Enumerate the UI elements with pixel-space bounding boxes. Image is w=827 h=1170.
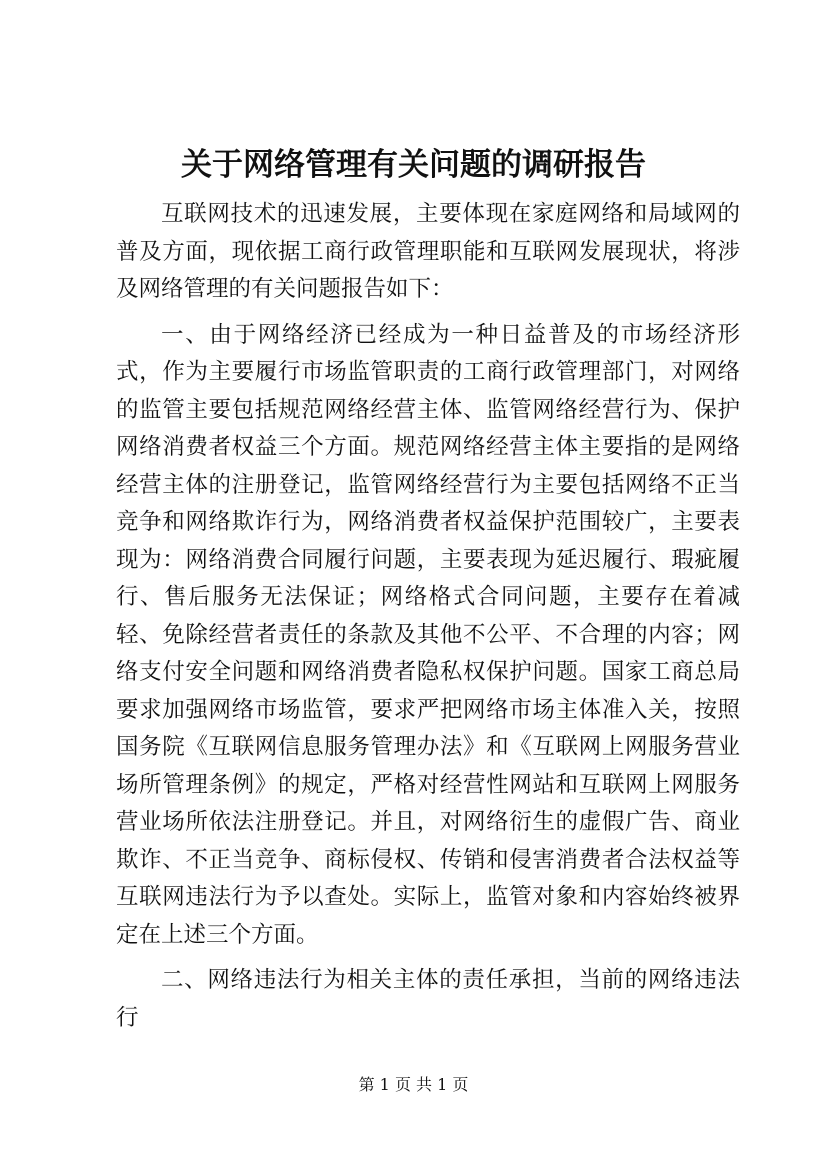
page-footer: 第 1 页 共 1 页: [358, 1075, 469, 1094]
document-title: 关于网络管理有关问题的调研报告: [181, 147, 646, 183]
document-body: [116, 196, 740, 1037]
paragraph-intro: 互联网技术的迅速发展，主要体现在家庭网络和局域网的普及方面，现依据工商行政管理职能和互联网发展现状，将涉及网络管理的有关问题报告如下：: [116, 201, 740, 302]
paragraph-section-2: 二、网络违法行为相关主体的责任承担，当前的网络违法行: [116, 967, 740, 1031]
paragraph-section-1: 一、由于网络经济已经成为一种日益普及的市场经济形式，作为主要履行市场监管职责的工商行政管理部门，对网络的监管主要包括规范网络经营主体、监管网络经营行为、保护网络消费者权益三个方面。规范网络经营主体主要指的是网络经营主体的注册登记，监管网络经营行为主要包括网络不正当竞争和网络欺诈行为，网络消费者权益保护范围较广，主要表现为：网络消费合同履行问题，主要表现为延迟履行、瑕疵履行、售后服务无法保证；网络格式合同问题，主要存在着减轻、免除经营者责任的条款及其他不公平、不合理的内容；网络支付安全问题和网络消费者隐私权保护问题。国家工商总局要求加强网络市场监管，要求严把网络市场主体准入关，按照国务院《互联网信息服务管理办法》和《互联网上网服务营业场所管理条例》的规定，严格对经营性网站和互联网上网服务营业场所依法注册登记。并且，对网络衍生的虚假广告、商业欺诈、不正当竞争、商标侵权、传销和侵害消费者合法权益等互联网违法行为予以查处。实际上，监管对象和内容始终被界定在上述三个方面。: [116, 321, 740, 948]
